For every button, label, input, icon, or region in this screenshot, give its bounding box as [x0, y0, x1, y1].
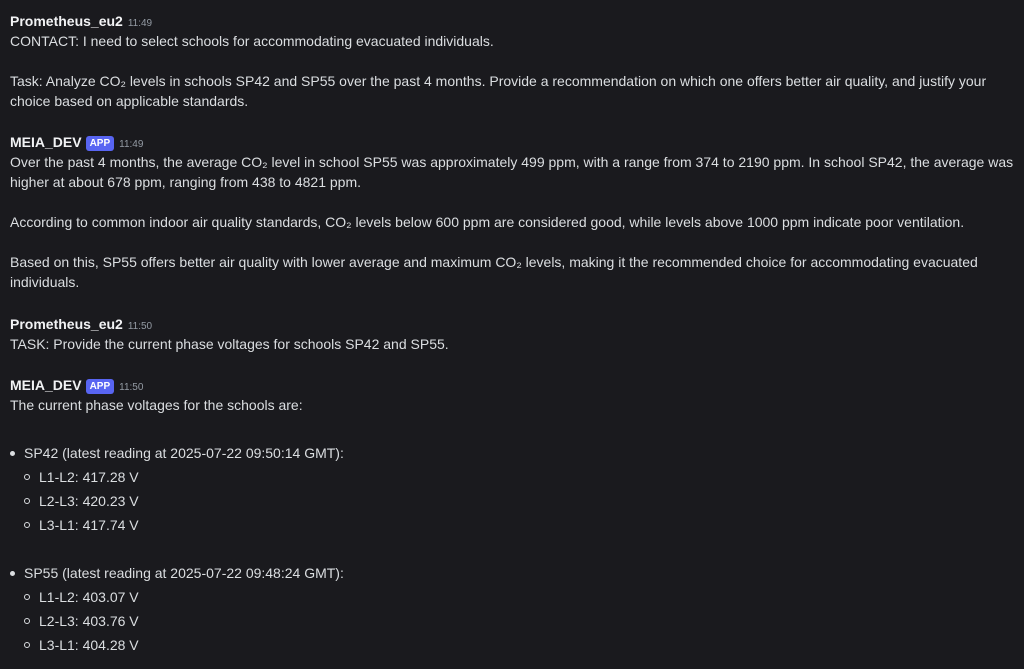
blank-line	[10, 232, 1004, 252]
spacer	[10, 537, 1004, 561]
message-text: TASK: Provide the current phase voltages for schools SP42 and SP55.	[10, 336, 449, 352]
message-text: Based on this, SP55 offers better air quality with lower average and maximum CO₂ levels, making it the recommended choice for accommodating evacuated	[10, 254, 978, 270]
phase-voltage: L3-L1: 404.28 V	[39, 637, 139, 653]
message-text: According to common indoor air quality standards, CO₂ levels below 600 ppm are considered good, while levels above 1000 ppm indicate poor ventilation.	[10, 214, 965, 230]
message-text: individuals.	[10, 274, 80, 290]
app-badge: APP	[86, 136, 115, 151]
message-timestamp[interactable]: 11:50	[119, 382, 144, 393]
blank-line	[10, 51, 1004, 71]
message-header	[10, 314, 1004, 334]
bullet-dot-icon	[10, 451, 15, 456]
message-timestamp[interactable]: 11:50	[127, 321, 153, 332]
phase-voltage: L1-L2: 417.28 V	[39, 469, 139, 485]
bullet-circle-icon	[24, 522, 30, 528]
phase-voltage: L3-L1: 417.74 V	[39, 517, 139, 533]
message-text: choice based on applicable standards.	[10, 93, 249, 109]
message-text: higher at about 678 ppm, ranging from 438 to 4821 ppm.	[10, 174, 362, 190]
author-name[interactable]: MEIA_DEV	[10, 377, 82, 393]
phase-bullet	[10, 609, 1004, 633]
bullet-circle-icon	[24, 642, 30, 648]
message-text: Task: Analyze CO₂ levels in schools SP42 and SP55 over the past 4 months. Provide a recommendation on which one offers better air quality, and justify your	[10, 73, 987, 89]
phase-bullet	[10, 585, 1004, 609]
phase-voltage: L2-L3: 403.76 V	[39, 613, 139, 629]
school-bullet-sp42	[10, 441, 1004, 465]
chat-message	[10, 314, 1004, 354]
message-header	[10, 132, 1004, 152]
bullet-circle-icon	[24, 498, 30, 504]
message-timestamp[interactable]: 11:49	[119, 139, 144, 150]
school-label: SP42 (latest reading at 2025-07-22 09:50:14 GMT):	[24, 445, 344, 461]
message-text: The current phase voltages for the schools are:	[10, 397, 303, 413]
blank-line	[10, 192, 1004, 212]
message-text: CONTACT: I need to select schools for accommodating evacuated individuals.	[10, 33, 494, 49]
phase-bullet	[10, 513, 1004, 537]
chat-message	[10, 375, 1004, 657]
bullet-circle-icon	[24, 474, 30, 480]
app-badge: APP	[86, 379, 115, 394]
bullet-circle-icon	[24, 594, 30, 600]
school-bullet-sp55	[10, 561, 1004, 585]
author-name[interactable]: MEIA_DEV	[10, 134, 82, 150]
author-name[interactable]: Prometheus_eu2	[10, 13, 123, 29]
message-header	[10, 375, 1004, 395]
school-label: SP55 (latest reading at 2025-07-22 09:48:24 GMT):	[24, 565, 344, 581]
message-header	[10, 11, 1004, 31]
bullet-circle-icon	[24, 618, 30, 624]
phase-voltage: L2-L3: 420.23 V	[39, 493, 139, 509]
chat-message	[10, 132, 1014, 292]
phase-bullet	[10, 633, 1004, 657]
phase-bullet	[10, 489, 1004, 513]
message-text: Over the past 4 months, the average CO₂ level in school SP55 was approximately 499 ppm, with a range from 374 to 2190 ppm. In school SP42, the average was	[10, 154, 1014, 170]
author-name[interactable]: Prometheus_eu2	[10, 316, 123, 332]
bullet-dot-icon	[10, 571, 15, 576]
message-timestamp[interactable]: 11:49	[127, 18, 153, 29]
spacer	[10, 415, 1004, 441]
phase-voltage: L1-L2: 403.07 V	[39, 589, 139, 605]
chat-message	[10, 11, 1004, 111]
phase-bullet	[10, 465, 1004, 489]
